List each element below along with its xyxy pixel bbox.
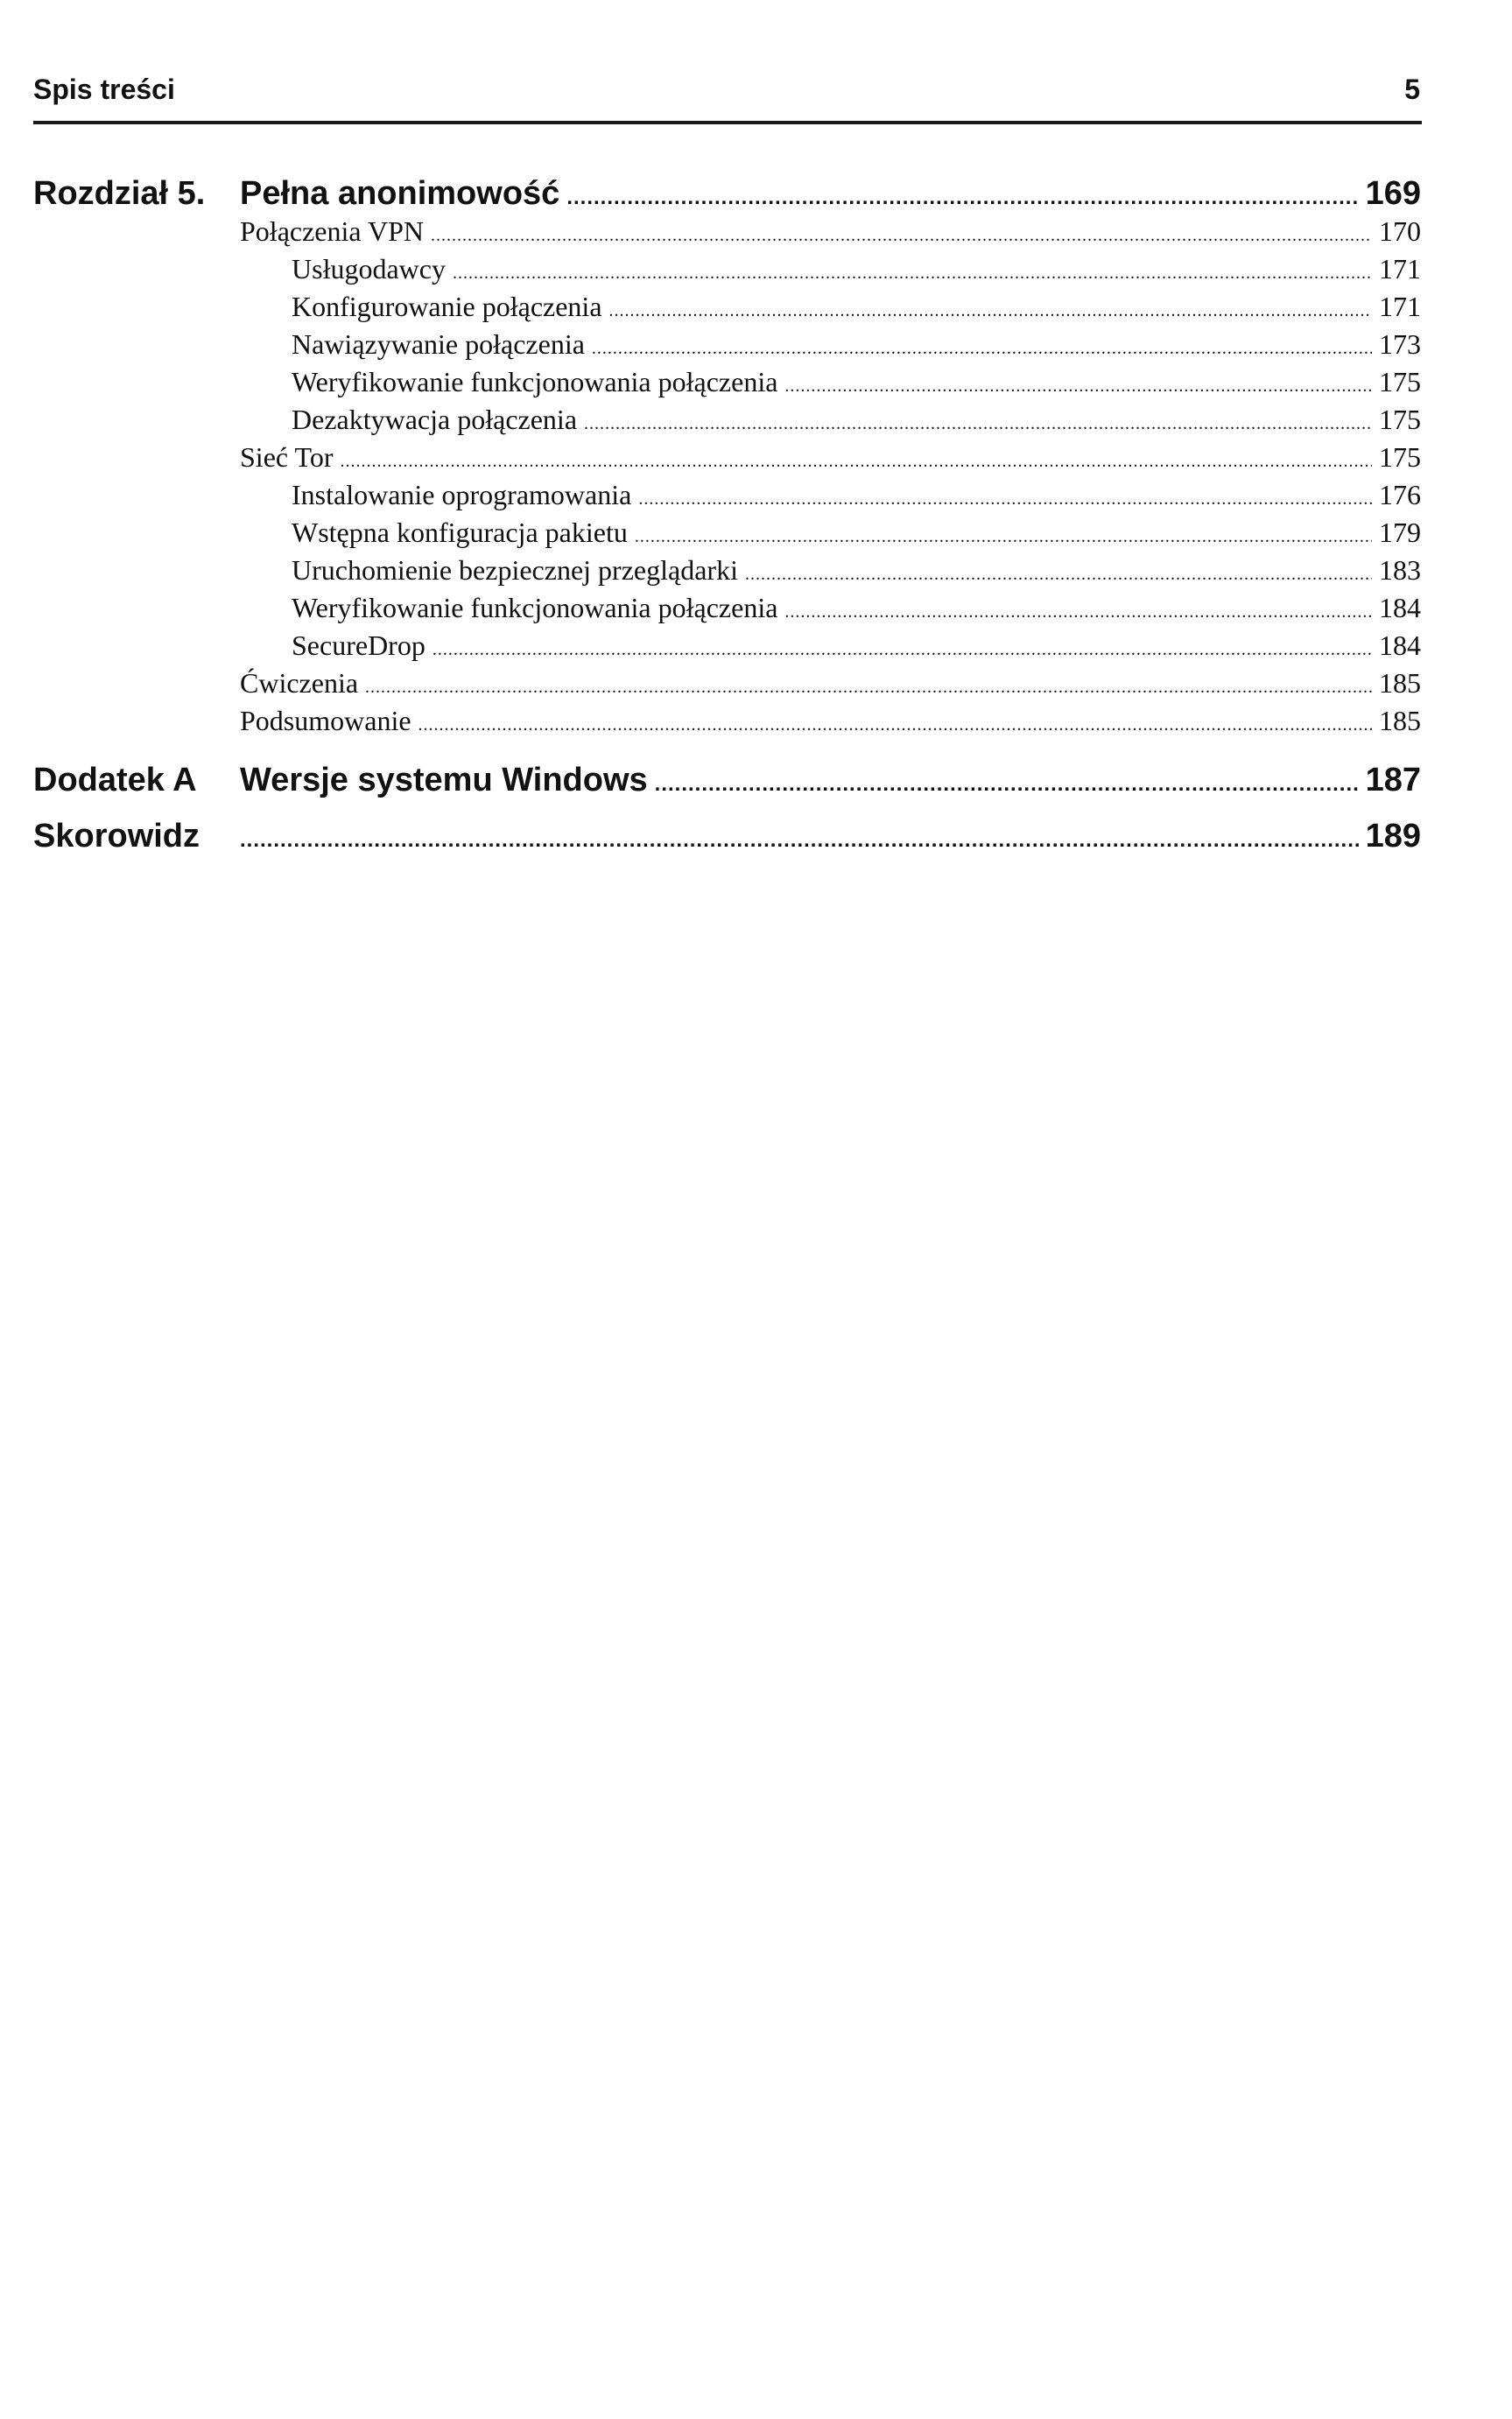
entry-page: 175 xyxy=(1379,366,1421,397)
leader-dots xyxy=(635,527,1372,547)
entry-page: 170 xyxy=(1379,215,1421,247)
entry-title: Podsumowanie xyxy=(240,705,411,736)
chapter-label: Rozdział 5. xyxy=(33,175,206,212)
toc-entry-siec-tor[interactable] xyxy=(33,441,1421,479)
leader-dots xyxy=(340,452,1372,472)
leader-dots xyxy=(592,339,1372,359)
entry-title: Ćwiczenia xyxy=(240,667,359,699)
entry-page: 171 xyxy=(1379,291,1421,322)
chapter-title: Pełna anonimowość xyxy=(240,175,560,212)
toc-chapter-5[interactable] xyxy=(33,175,1421,215)
entry-title: Nawiązywanie połączenia xyxy=(292,328,585,360)
toc-entry-wstepna-konfiguracja[interactable] xyxy=(33,517,1421,554)
toc-entry-dezaktywacja[interactable] xyxy=(33,404,1421,441)
entry-page: 184 xyxy=(1379,629,1421,661)
appendix-page: 187 xyxy=(1365,762,1421,798)
index-label: Skorowidz xyxy=(33,818,200,854)
leader-dots xyxy=(566,186,1358,210)
entry-title: Weryfikowanie funkcjonowania połączenia xyxy=(292,592,778,623)
toc-entry-securedrop[interactable] xyxy=(33,629,1421,667)
entry-title: Połączenia VPN xyxy=(240,215,425,247)
leader-dots xyxy=(655,772,1359,797)
entry-page: 176 xyxy=(1379,479,1421,510)
leader-dots xyxy=(609,301,1372,321)
toc-entry-uslugodawcy[interactable] xyxy=(33,253,1421,291)
page-header xyxy=(33,68,1422,124)
entry-title: Weryfikowanie funkcjonowania połączenia xyxy=(292,366,778,397)
appendix-title: Wersje systemu Windows xyxy=(240,762,648,798)
entry-title: Konfigurowanie połączenia xyxy=(292,291,602,322)
header-title: Spis treści xyxy=(33,74,175,105)
entry-title: SecureDrop xyxy=(292,629,425,661)
leader-dots xyxy=(431,226,1372,246)
entry-page: 184 xyxy=(1379,592,1421,623)
leader-dots xyxy=(784,376,1372,397)
leader-dots xyxy=(453,264,1372,284)
appendix-label: Dodatek A xyxy=(33,762,197,798)
leader-dots xyxy=(418,715,1372,735)
entry-page: 185 xyxy=(1379,667,1421,699)
toc-appendix-a[interactable] xyxy=(33,762,1421,802)
chapter-page: 169 xyxy=(1365,175,1421,212)
toc-entry-cwiczenia[interactable] xyxy=(33,667,1421,705)
leader-dots xyxy=(433,640,1372,660)
leader-dots xyxy=(638,489,1372,510)
entry-page: 183 xyxy=(1379,554,1421,586)
toc-entry-vpn[interactable] xyxy=(33,215,1421,253)
index-page: 189 xyxy=(1365,818,1421,854)
entry-page: 179 xyxy=(1379,517,1421,548)
entry-title: Instalowanie oprogramowania xyxy=(292,479,632,510)
entry-page: 173 xyxy=(1379,328,1421,360)
entry-page: 175 xyxy=(1379,404,1421,435)
toc-entry-podsumowanie[interactable] xyxy=(33,705,1421,742)
entry-page: 175 xyxy=(1379,441,1421,473)
toc-entry-weryfikowanie-tor[interactable] xyxy=(33,592,1421,629)
entry-title: Sieć Tor xyxy=(240,441,334,473)
entry-title: Uruchomienie bezpiecznej przeglądarki xyxy=(292,554,738,586)
toc-entry-nawiazywanie[interactable] xyxy=(33,328,1421,366)
header-page-number: 5 xyxy=(1404,74,1420,105)
entry-title: Dezaktywacja połączenia xyxy=(292,404,578,435)
leader-dots xyxy=(784,602,1372,622)
leader-dots xyxy=(584,414,1372,434)
entry-title: Wstępna konfiguracja pakietu xyxy=(292,517,628,548)
toc-entry-konfigurowanie[interactable] xyxy=(33,291,1421,328)
leader-dots xyxy=(365,678,1372,698)
entry-page: 171 xyxy=(1379,253,1421,285)
leader-dots xyxy=(240,828,1359,853)
entry-page: 185 xyxy=(1379,705,1421,736)
toc-entry-uruchomienie[interactable] xyxy=(33,554,1421,592)
leader-dots xyxy=(745,565,1372,585)
toc-entry-weryfikowanie-vpn[interactable] xyxy=(33,366,1421,404)
toc-index[interactable] xyxy=(33,818,1421,858)
entry-title: Usługodawcy xyxy=(292,253,446,285)
table-of-contents xyxy=(33,175,1421,858)
toc-entry-instalowanie[interactable] xyxy=(33,479,1421,517)
